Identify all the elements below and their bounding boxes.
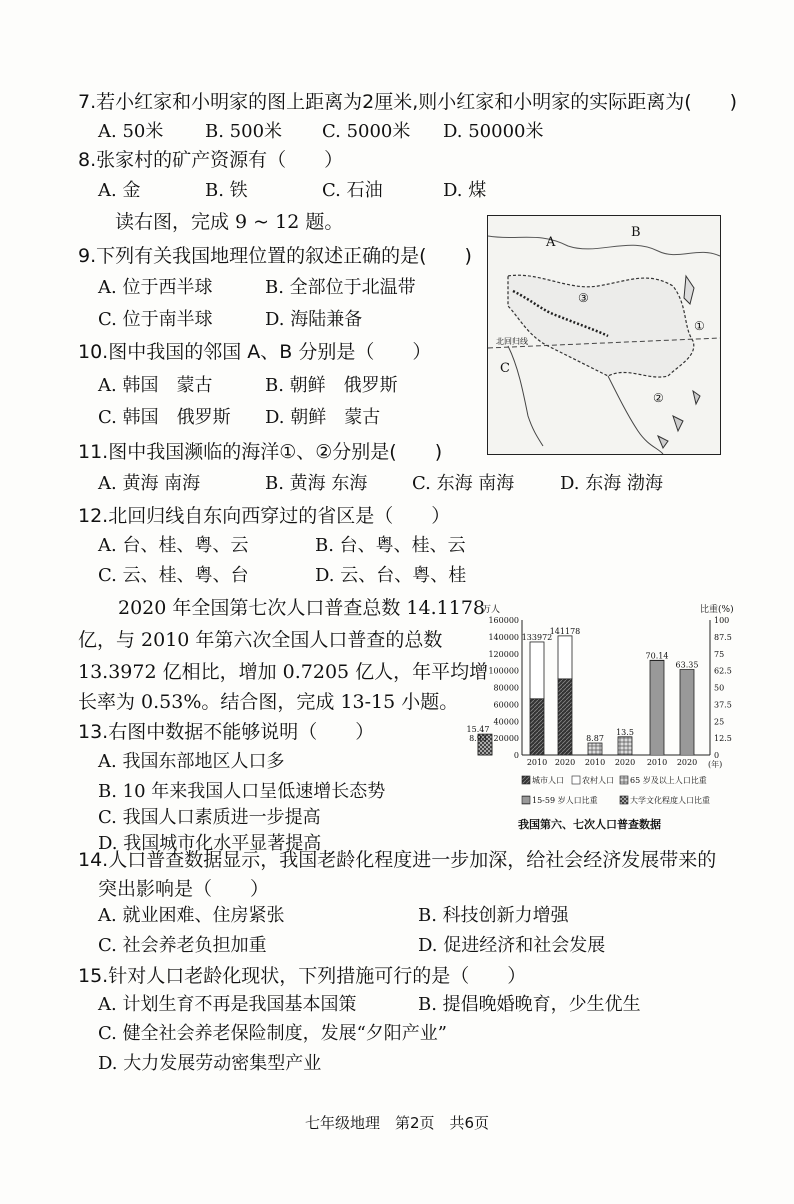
q15-option-b[interactable]: B. 提倡晚婚晚育，少生优生 bbox=[418, 994, 641, 1015]
right-tick-label: 100 bbox=[714, 616, 730, 625]
legend-university: 大学文化程度人口比重 bbox=[630, 796, 710, 805]
q15-stem: 15.针对人口老龄化现状，下列措施可行的是（ ） bbox=[78, 965, 527, 987]
left-unit: 万人 bbox=[482, 605, 501, 615]
q12-option-c[interactable]: C. 云、桂、粤、台 bbox=[98, 565, 249, 586]
india bbox=[508, 346, 543, 446]
q14-stem-line-2: 突出影响是（ ） bbox=[98, 878, 270, 900]
q14-option-a[interactable]: A. 就业困难、住房紧张 bbox=[98, 905, 285, 926]
q14-option-c[interactable]: C. 社会养老负担加重 bbox=[98, 935, 267, 956]
x-tick-label: 2010 bbox=[646, 758, 668, 767]
q7-stem: 7.若小红家和小明家的图上距离为2厘米,则小红家和小明家的实际距离为( ) bbox=[78, 91, 738, 113]
q7-option-a[interactable]: A. 50米 bbox=[98, 121, 164, 142]
bar-city-2020 bbox=[558, 679, 572, 755]
right-tick-label: 25 bbox=[714, 717, 725, 727]
left-tick-label: 120000 bbox=[488, 649, 519, 659]
data-label-ratio-3-2010: 8.93 bbox=[469, 733, 487, 743]
x-unit: (年) bbox=[708, 760, 723, 769]
q12-stem: 12.北回归线自东向西穿过的省区是（ ） bbox=[78, 505, 451, 527]
data-label-ratio-3-2020: 15.47 bbox=[466, 725, 490, 735]
legend-city: 城市人口 bbox=[532, 776, 564, 785]
q9-option-a[interactable]: A. 位于西半球 bbox=[98, 277, 213, 298]
q14-option-d[interactable]: D. 促进经济和社会发展 bbox=[418, 935, 606, 956]
left-tick-label: 60000 bbox=[493, 700, 519, 710]
legend-swatch-65plus bbox=[620, 776, 628, 784]
southeast-asia bbox=[608, 376, 663, 454]
x-tick-label: 2010 bbox=[584, 758, 606, 767]
label-a: A bbox=[546, 235, 556, 250]
left-tick-label: 80000 bbox=[493, 683, 519, 693]
q8-option-d[interactable]: D. 煤 bbox=[443, 180, 487, 201]
legend-15-59: 15-59 岁人口比重 bbox=[532, 796, 598, 805]
right-tick-label: 62.5 bbox=[714, 666, 732, 676]
q8-option-a[interactable]: A. 金 bbox=[98, 180, 141, 201]
right-tick-label: 12.5 bbox=[714, 734, 732, 744]
x-tick-label: 2010 bbox=[526, 758, 548, 767]
census-chart bbox=[466, 600, 746, 840]
legend-rural: 农村人口 bbox=[582, 776, 614, 785]
data-label-ratio-1-2020: 13.5 bbox=[616, 727, 634, 737]
left-tick-label: 100000 bbox=[488, 666, 519, 676]
passage-line-1: 2020 年全国第七次人口普查总数 14.1178 bbox=[118, 597, 486, 619]
right-tick-label: 50 bbox=[714, 683, 725, 693]
q13-option-a[interactable]: A. 我国东部地区人口多 bbox=[98, 751, 285, 772]
q14-stem-line-1: 14.人口普查数据显示，我国老龄化程度进一步加深，给社会经济发展带来的 bbox=[78, 849, 717, 871]
data-label-ratio-1-2010: 8.87 bbox=[586, 734, 604, 744]
q13-option-c[interactable]: C. 我国人口素质进一步提高 bbox=[98, 807, 321, 828]
data-label-ratio-2-2020: 63.35 bbox=[675, 660, 699, 670]
q13-option-d[interactable]: D. 我国城市化水平显著提高 bbox=[98, 833, 322, 854]
intro-9-12: 读右图，完成 9 ~ 12 题。 bbox=[115, 211, 344, 233]
q11-option-c[interactable]: C. 东海 南海 bbox=[412, 473, 515, 494]
data-label-population-2010: 133972 bbox=[521, 632, 553, 642]
islands bbox=[658, 391, 700, 448]
passage-line-3: 13.3972 亿相比，增加 0.7205 亿人，年平均增 bbox=[78, 661, 489, 683]
china-border bbox=[508, 275, 694, 377]
q10-option-b[interactable]: B. 朝鲜 俄罗斯 bbox=[265, 375, 398, 396]
census-chart-svg bbox=[466, 600, 746, 840]
q9-option-b[interactable]: B. 全部位于北温带 bbox=[265, 277, 416, 298]
bar-ratio-1-2020 bbox=[618, 737, 632, 755]
legend-65plus: 65 岁及以上人口比重 bbox=[630, 776, 707, 785]
bar-rural-2010 bbox=[530, 642, 544, 699]
label-sea-1: ① bbox=[694, 319, 705, 333]
legend-swatch-university bbox=[620, 796, 628, 804]
q15-option-c[interactable]: C. 健全社会养老保险制度，发展“夕阳产业” bbox=[98, 1023, 447, 1044]
x-tick-label: 2020 bbox=[676, 758, 698, 767]
right-tick-label: 37.5 bbox=[714, 700, 732, 710]
q12-option-d[interactable]: D. 云、台、粤、桂 bbox=[315, 565, 467, 586]
label-b: B bbox=[631, 225, 641, 240]
q10-option-a[interactable]: A. 韩国 蒙古 bbox=[98, 375, 213, 396]
bar-ratio-2-2010 bbox=[650, 660, 664, 755]
passage-line-4: 长率为 0.53%。结合图，完成 13-15 小题。 bbox=[78, 691, 459, 713]
data-label-population-2020: 141178 bbox=[549, 626, 581, 636]
asia-map bbox=[487, 215, 721, 455]
q10-option-c[interactable]: C. 韩国 俄罗斯 bbox=[98, 407, 231, 428]
x-tick-label: 2020 bbox=[554, 758, 576, 767]
chart-title: 我国第六、七次人口普查数据 bbox=[518, 818, 661, 831]
q12-option-b[interactable]: B. 台、粤、桂、云 bbox=[315, 535, 466, 556]
right-tick-label: 75 bbox=[714, 649, 725, 659]
left-tick-label: 140000 bbox=[488, 632, 519, 642]
label-circle-3: ③ bbox=[578, 291, 589, 305]
label-sea-2: ② bbox=[653, 391, 664, 405]
chart-legend bbox=[522, 775, 710, 805]
q8-stem: 8.张家村的矿产资源有（ ） bbox=[78, 149, 344, 171]
q15-option-a[interactable]: A. 计划生育不再是我国基本国策 bbox=[98, 994, 357, 1015]
q10-option-d[interactable]: D. 朝鲜 蒙古 bbox=[265, 407, 381, 428]
legend-swatch-15-59 bbox=[522, 796, 530, 804]
data-label-ratio-2-2010: 70.14 bbox=[645, 651, 669, 661]
bar-ratio-1-2010 bbox=[588, 743, 602, 755]
q9-stem: 9.下列有关我国地理位置的叙述正确的是( ) bbox=[78, 245, 472, 267]
left-tick-label: 0 bbox=[513, 751, 519, 760]
left-tick-label: 40000 bbox=[493, 717, 519, 727]
q11-option-a[interactable]: A. 黄海 南海 bbox=[98, 473, 201, 494]
q15-option-d[interactable]: D. 大力发展劳动密集型产业 bbox=[98, 1053, 322, 1074]
coastline bbox=[488, 236, 720, 256]
q11-stem: 11.图中我国濒临的海洋①、②分别是( ) bbox=[78, 441, 443, 463]
q7-option-b[interactable]: B. 500米 bbox=[205, 121, 283, 142]
right-tick-label: 87.5 bbox=[714, 632, 732, 642]
q7-option-c[interactable]: C. 5000米 bbox=[322, 121, 411, 142]
q8-option-c[interactable]: C. 石油 bbox=[322, 180, 383, 201]
q9-option-c[interactable]: C. 位于南半球 bbox=[98, 309, 213, 330]
bar-ratio-2-2020 bbox=[680, 669, 694, 755]
label-tropic: 北回归线 bbox=[496, 337, 528, 346]
q12-option-a[interactable]: A. 台、桂、粤、云 bbox=[98, 535, 249, 556]
bar-rural-2020 bbox=[558, 636, 572, 679]
q9-option-d[interactable]: D. 海陆兼备 bbox=[265, 309, 363, 330]
label-c: C bbox=[500, 361, 510, 376]
q8-option-b[interactable]: B. 铁 bbox=[205, 180, 248, 201]
q10-stem: 10.图中我国的邻国 A、B 分别是（ ） bbox=[78, 341, 432, 363]
q13-option-b[interactable]: B. 10 年来我国人口呈低速增长态势 bbox=[98, 781, 386, 802]
q11-option-b[interactable]: B. 黄海 东海 bbox=[265, 473, 368, 494]
q13-stem: 13.右图中数据不能够说明（ ） bbox=[78, 721, 375, 743]
legend-swatch-rural bbox=[572, 776, 580, 784]
map-drawing bbox=[488, 216, 720, 454]
left-tick-label: 160000 bbox=[488, 616, 519, 625]
q7-option-d[interactable]: D. 50000米 bbox=[443, 121, 544, 142]
page-footer: 七年级地理 第2页 共6页 bbox=[304, 1114, 490, 1132]
left-tick-label: 20000 bbox=[493, 734, 519, 744]
q11-option-d[interactable]: D. 东海 渤海 bbox=[560, 473, 663, 494]
right-tick-label: 0 bbox=[714, 751, 720, 760]
legend-swatch-city bbox=[522, 776, 530, 784]
q14-option-b[interactable]: B. 科技创新力增强 bbox=[418, 905, 569, 926]
passage-line-2: 亿，与 2010 年第六次全国人口普查的总数 bbox=[78, 629, 443, 651]
right-unit: 比重(%) bbox=[700, 605, 734, 615]
korea-peninsula bbox=[684, 276, 694, 304]
x-tick-label: 2020 bbox=[614, 758, 636, 767]
bar-city-2010 bbox=[530, 699, 544, 755]
